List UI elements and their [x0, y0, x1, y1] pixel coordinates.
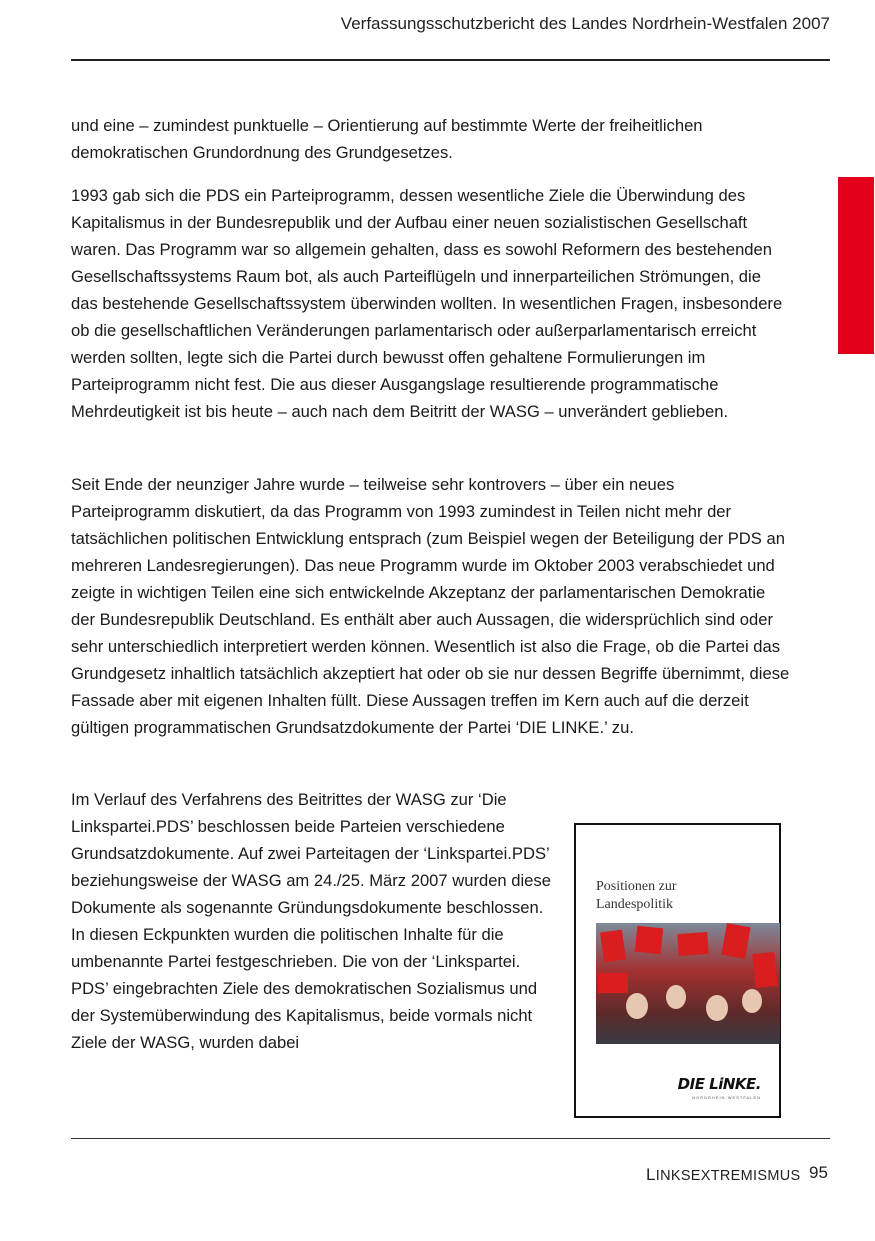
flag-shape [600, 930, 626, 963]
paragraph-1 [71, 112, 791, 182]
brochure-cover-image [574, 823, 781, 1118]
die-linke-logo: DIE LiNKE. [677, 1075, 761, 1093]
page-number: 95 [809, 1163, 828, 1182]
flag-shape [752, 952, 777, 988]
flag-shape [635, 926, 664, 955]
header-rule [71, 59, 830, 61]
demonstration-photo [596, 923, 780, 1044]
flag-shape [598, 973, 628, 993]
crowd-head [706, 995, 728, 1021]
paragraph-text: und eine – zumindest punktuelle – Orientierung auf bestimmte Werte der freiheitlichen demokratischen Grundordnung des Grundgesetzes. [71, 116, 703, 162]
section-label-initial: L [646, 1165, 656, 1184]
page-header-title: Verfassungsschutzbericht des Landes Nordrhein-Westfalen 2007 [340, 14, 830, 33]
paragraph-4 [71, 786, 551, 1072]
brochure-title [596, 878, 766, 914]
logo-subtitle: NORDRHEIN-WESTFALEN [692, 1095, 761, 1100]
paragraph-text: Seit Ende der neunziger Jahre wurde – teilweise sehr kontrovers – über ein neues Parteiprogramm diskutiert, da das Programm von 1993 zumindest in Teilen nicht mehr der tatsächlichen politischen Entwicklung entsprach (zum Beispiel wegen der Beteiligung der PDS an mehreren Landesregierungen). Das neue Programm wurde im Oktober 2003 verabschiedet und zeigte in wichtigen Teilen eine sich entwickelnde Akzeptanz der parlamentarischen Demokratie der Bundesrepublik Deutschland. Es enthält aber auch Aussagen, die widersprüchlich sind oder sehr unterschiedlich interpretiert werden können. Wesentlich ist also die Frage, ob die Partei das Grundgesetz inhaltlich tatsächlich akzeptiert hat oder ob sie nur dessen Begriffe übernimmt, diese Fassade aber mit eigenen Inhalten füllt. Diese Aussagen treffen im Kern auch auf die derzeit gültigen programmatischen Grundsatzdokumente der Partei ‘DIE LINKE.’ zu. [71, 475, 790, 737]
section-label-rest: INKSEXTREMISMUS [655, 1168, 801, 1184]
brochure-title-line1: Positionen zur [596, 879, 677, 894]
flag-shape [677, 932, 708, 956]
footer-rule [71, 1138, 830, 1139]
section-label [646, 1165, 800, 1185]
crowd-head [666, 985, 686, 1009]
brochure-title-line2: Landespolitik [596, 897, 673, 912]
crowd-head [626, 993, 648, 1019]
paragraph-text: Im Verlauf des Verfahrens des Beitrittes der WASG zur ‘Die Linkspartei.PDS’ beschlossen beide Parteien verschiedene Grundsatzdokumente. Auf zwei Parteitagen der ‘Linkspartei.PDS’ beziehungsweise der WASG am 24./25. März 2007 wurden diese Dokumente als sogenannte Gründungsdokumente beschlossen. In diesen Eckpunkten wurden die politischen Inhalte für die umbenannte Partei festgeschrieben. Die von der ‘Linkspartei. PDS’ eingebrachten Ziele des demokratischen Sozialismus und der Systemüberwindung des Kapitalismus, beide vormals nicht Ziele der WASG, wurden dabei [71, 790, 551, 1052]
paragraph-2 [71, 182, 791, 441]
paragraph-3 [71, 471, 791, 757]
chapter-thumb-tab [838, 177, 874, 354]
flag-shape [721, 923, 750, 959]
paragraph-text: 1993 gab sich die PDS ein Parteiprogramm, dessen wesentliche Ziele die Überwindung des Kapitalismus in der Bundesrepublik und der Aufbau einer neuen sozialistischen Gesellschaft waren. Das Programm war so allgemein gehalten, dass es sowohl Reformern des bestehenden Gesellschaftssystems Raum bot, als auch Parteiflügeln und innerparteilichen Strömungen, die das bestehende Gesellschaftssystem überwinden wollten. In wesentlichen Fragen, insbesondere ob die gesellschaftlichen Veränderungen parlamentarisch oder außerparlamentarisch erreicht werden sollten, legte sich die Partei durch bewusst offen gehaltene Formulierungen im Parteiprogramm nicht fest. Die aus dieser Ausgangslage resultierende programmatische Mehrdeutigkeit ist bis heute – auch nach dem Beitritt der WASG – unverändert geblieben. [71, 186, 783, 421]
crowd-head [742, 989, 762, 1013]
